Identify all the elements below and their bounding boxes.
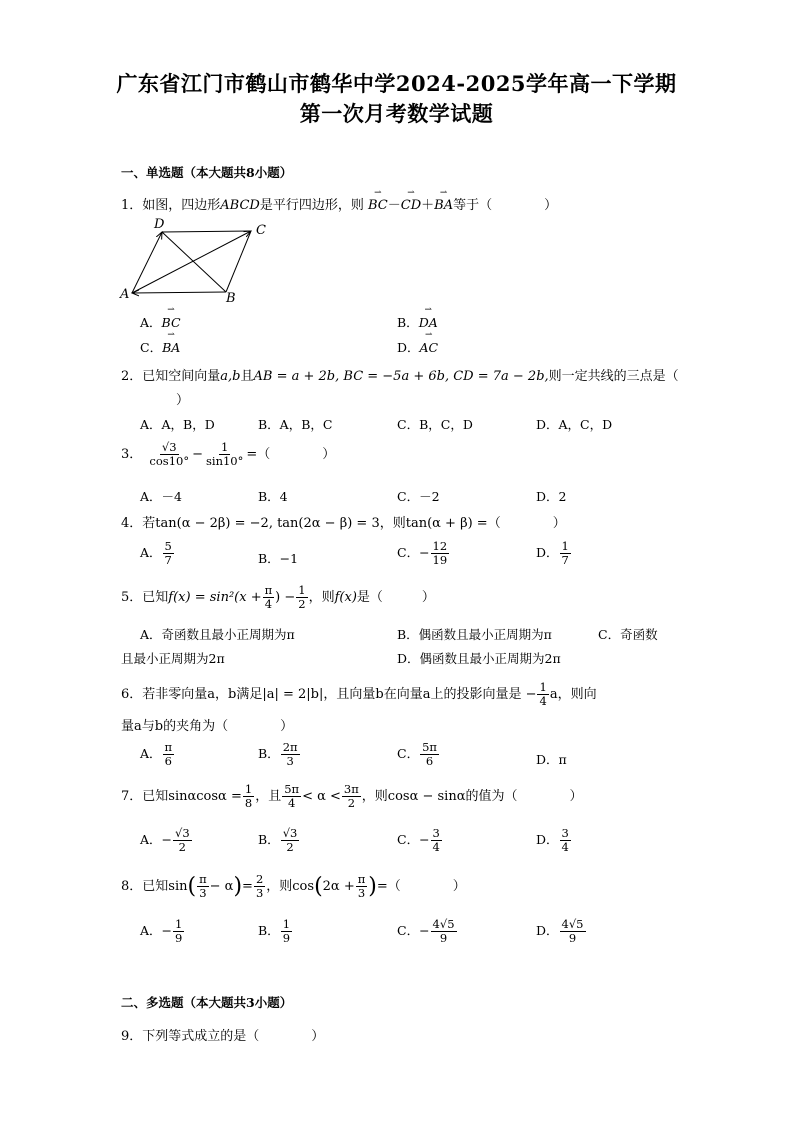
q2-option-a[interactable]: A．A，B，D — [140, 417, 215, 432]
title-line-2: 第一次月考数学试题 — [299, 101, 494, 126]
q7-option-d[interactable]: D． $\frac{3}{4}$ — [536, 826, 569, 855]
q6-option-a[interactable]: A． $\frac{\pi}{6}$ — [140, 740, 173, 769]
question-6: 6．若非零向量a，b满足|a| = 2|b|，且向量b在向量a上的投影向量是 − $\frac{1}{4}$ a，则向 — [121, 680, 597, 709]
q3-option-d[interactable]: D．2 — [536, 489, 567, 504]
q4-option-b[interactable]: B．−1 — [258, 551, 299, 566]
question-7: 7．已知sinαcosα = $\frac{1}{8}$ ，且 $\frac{5\pi}{4}$ < α < $\frac{3\pi}{2}$ ，则cosα − sinα的值为（ ） — [121, 782, 583, 811]
q4-option-c[interactable]: C．− $\frac{12}{19}$ — [397, 539, 448, 568]
q8-option-a[interactable]: A．− $\frac{1}{9}$ — [140, 917, 183, 946]
q5-option-b[interactable]: B．偶函数且最小正周期为π — [397, 627, 552, 642]
q3-option-b[interactable]: B．4 — [258, 489, 288, 504]
q2-option-d[interactable]: D．A，C，D — [536, 417, 613, 432]
question-2-close: ） — [176, 393, 190, 408]
question-5: 5．已知f(x) = sin²(x + $\frac{\pi}{4}$ ) − $\frac{1}{2}$ ，则f(x)是（ ） — [121, 583, 435, 612]
label-A: A — [120, 287, 130, 302]
q8-option-d[interactable]: D． $\frac{4√5}{9}$ — [536, 917, 584, 946]
q8-option-b[interactable]: B． $\frac{1}{9}$ — [258, 917, 291, 946]
q5-option-d[interactable]: D．偶函数且最小正周期为2π — [397, 651, 561, 666]
question-9: 9．下列等式成立的是（ ） — [121, 1029, 325, 1044]
label-D: D — [154, 217, 165, 232]
q1-option-d[interactable]: D．⇀ AC — [397, 338, 438, 356]
question-3: 3． $\frac{√3}{\cos 10^\circ}$ − $\frac{1}{\sin 10^\circ}$ =（ ） — [121, 440, 336, 469]
q4-option-a[interactable]: A． $\frac{5}{7}$ — [140, 539, 172, 568]
q5-option-c-part1[interactable]: C．奇函数 — [598, 627, 658, 642]
question-2: 2．已知空间向量a,b且AB = a + 2b, BC = −5a + 6b, CD = 7a − 2b,则一定共线的三点是（ — [121, 369, 679, 384]
parallelogram-diagram — [118, 214, 278, 304]
title-line-1: 广东省江门市鹤山市鹤华中学2024-2025学年高一下学期 — [116, 71, 677, 96]
q7-option-a[interactable]: A．− $\frac{√3}{2}$ — [140, 826, 190, 855]
question-1: 1．如图，四边形ABCD是平行四边形，则 ⇀ BC－⇀ CD＋⇀ BA等于（ ） — [121, 194, 557, 213]
q1-option-a[interactable]: A．⇀ BC — [140, 313, 181, 331]
q1-option-b[interactable]: B．⇀ DA — [397, 313, 438, 331]
question-6-line-2: 量a与b的夹角为（ ） — [121, 719, 294, 734]
q5-option-a[interactable]: A．奇函数且最小正周期为π — [140, 627, 295, 642]
label-B: B — [226, 291, 236, 304]
q6-option-d[interactable]: D．π — [536, 752, 567, 767]
q7-option-c[interactable]: C．− $\frac{3}{4}$ — [397, 826, 440, 855]
section-single-choice: 一、单选题（本大题共8小题） — [121, 165, 293, 180]
section-multiple-choice: 二、多选题（本大题共3小题） — [121, 995, 293, 1010]
question-4: 4．若tan(α − 2β) = −2, tan(2α − β) = 3，则tan(α + β) =（ ） — [121, 516, 566, 531]
q2-option-c[interactable]: C．B，C，D — [397, 417, 473, 432]
q2-option-b[interactable]: B．A，B，C — [258, 417, 333, 432]
q4-option-d[interactable]: D． $\frac{1}{7}$ — [536, 539, 569, 568]
q6-option-c[interactable]: C． $\frac{5\pi}{6}$ — [397, 740, 437, 769]
label-C: C — [256, 223, 266, 238]
q3-option-a[interactable]: A．－4 — [140, 489, 182, 504]
q1-option-c[interactable]: C．⇀ BA — [140, 338, 180, 356]
q5-option-c-part2[interactable]: 且最小正周期为2π — [121, 651, 225, 666]
q6-option-b[interactable]: B． $\frac{2\pi}{3}$ — [258, 740, 298, 769]
q8-option-c[interactable]: C．− $\frac{4√5}{9}$ — [397, 917, 455, 946]
q3-option-c[interactable]: C．－2 — [397, 489, 440, 504]
q7-option-b[interactable]: B． $\frac{√3}{2}$ — [258, 826, 298, 855]
question-8: 8．已知sin( $\frac{\pi}{3}$ − α)= $\frac{2}{3}$ ，则cos(2α + $\frac{\pi}{3}$ )=（ ） — [121, 872, 466, 901]
